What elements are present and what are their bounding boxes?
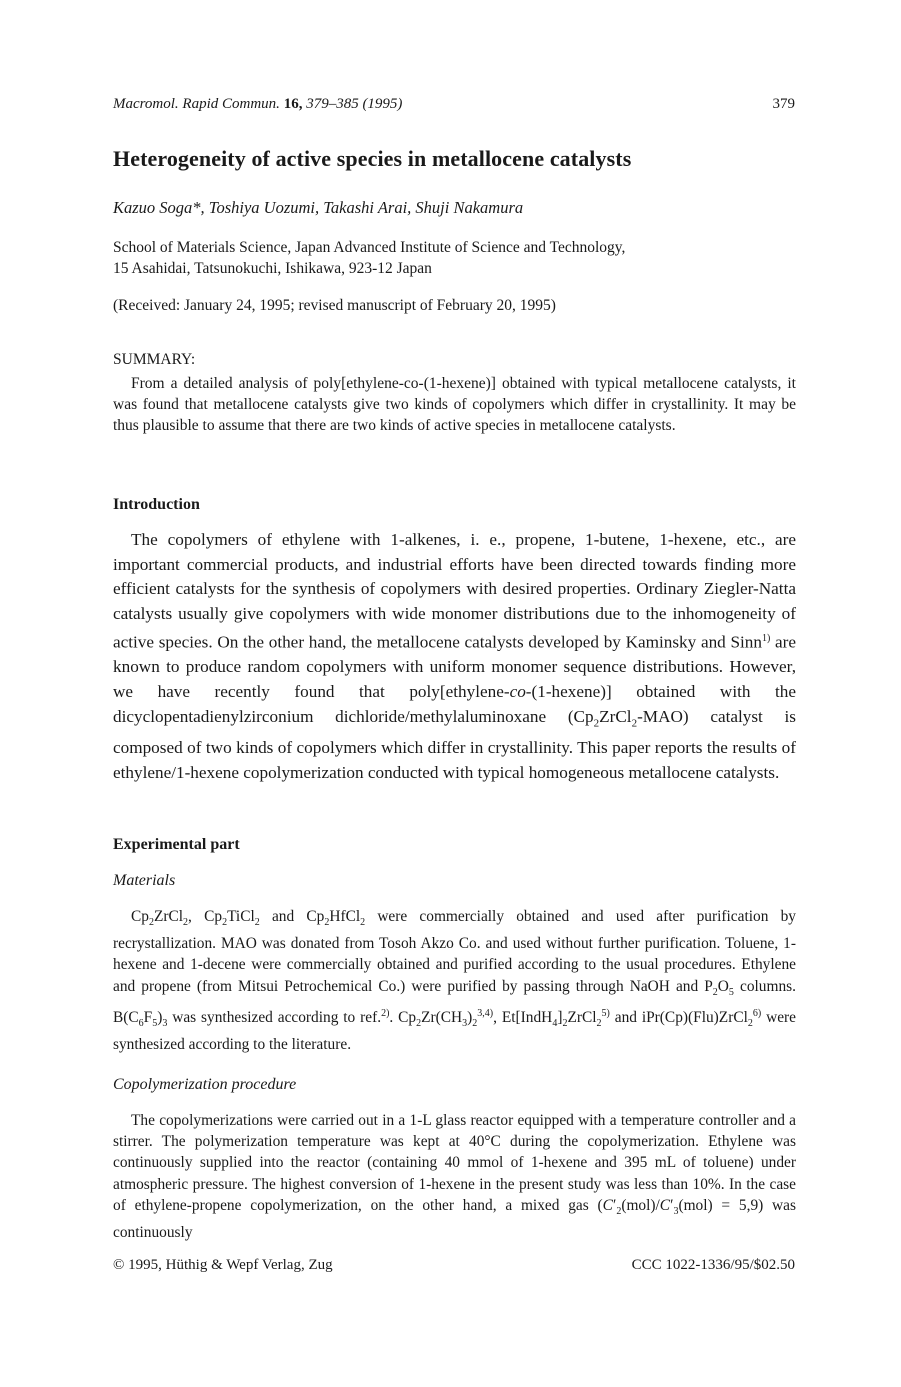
introduction-paragraph — [113, 528, 796, 785]
author-list: Kazuo Soga*, Toshiya Uozumi, Takashi Arai, Shuji Nakamura — [113, 198, 524, 217]
materials-body — [113, 906, 796, 1056]
journal-name: Macromol. Rapid Commun. — [113, 96, 280, 112]
summary-heading: SUMMARY: — [113, 351, 196, 368]
intro-text-1: The copolymers of ethylene with 1-alkenes, i. e., propene, 1-butene, 1-hexene, etc., are important commercial products, and industrial efforts have been directed towards finding more efficient catalysts for the synthesis of copolymers with desired properties. Ordinary Ziegler-Natta catalysts usually give copolymers with wide monomer distributions due to the inhomogeneity of active species. On the other hand, the metallocene catalysts developed by Kaminsky and Sinn — [113, 530, 796, 652]
ccc-code: CCC 1022-1336/95/$02.50 — [631, 1257, 795, 1273]
affiliation-line-2: 15 Asahidai, Tatsunokuchi, Ishikawa, 923-12 Japan — [113, 260, 432, 277]
materials-paragraph: $Cp_2ZrCl_2$, $Cp_2TiCl_2$ and $Cp_2HfCl_2$ were commercially obtained and used after purification by recrystallization. MAO was donated from Tosoh Akzo Co. and used without further purification. Toluene, 1-hexene and 1-decene were commercially obtained and purified according to the usual procedures. Ethylene and propene (from Mitsui Petrochemical Co.) were purified by passing through NaOH and $P_2O_5$ columns. $B(C_6F_5)_3$ was synthesized according to ref.$^{2)}$. $Cp_2Zr(CH_3)_2^{3,4)}$, $Et[IndH_4]_2ZrCl_2^{5)}$ and iPr(Cp)(Flu)ZrCl$_2^{6)}$ were synthesized according to the literature. — [113, 908, 796, 1054]
summary-text: From a detailed analysis of poly[ethylene-co-(1-hexene)] obtained with typical metallocene catalysts, it was found that metallocene catalysts give two kinds of copolymers which differ in crystallinity. It may be thus plausible to assume that there are two kinds of active species in metallocene catalysts. — [113, 375, 796, 434]
page-number: 379 — [772, 96, 795, 112]
received-dates: (Received: January 24, 1995; revised manuscript of February 20, 1995) — [113, 297, 556, 314]
intro-sub-1: 2 — [593, 717, 600, 730]
experimental-heading: Experimental part — [113, 836, 240, 853]
intro-ref-1: 1) — [761, 632, 771, 644]
copolymerization-heading: Copolymerization procedure — [113, 1076, 297, 1093]
summary-block — [113, 373, 796, 436]
introduction-body — [113, 528, 796, 785]
intro-text-4: ZrCl — [599, 706, 632, 726]
intro-co-italic: co — [509, 681, 526, 701]
introduction-heading: Introduction — [113, 496, 200, 513]
running-head — [113, 96, 795, 113]
copolymerization-body — [113, 1110, 796, 1243]
affiliation-line-1: School of Materials Science, Japan Advanced Institute of Science and Technology, — [113, 239, 626, 256]
page-footer — [113, 1257, 795, 1274]
copolymerization-paragraph: The copolymerizations were carried out in a 1-L glass reactor equipped with a temperature controller and a stirrer. The polymerization temperature was kept at 40°C during the copolymerization. Ethylene was continuously supplied into the reactor (containing 40 mmol of 1-hexene and 395 mL of toluene) under atmospheric pressure. The highest conversion of 1-hexene in the present study was less than 10%. In the case of ethylene-propene copolymerization, on the other hand, a mixed gas $(C'_2(mol)/C'_3(mol) = 5,9)$ was continuously — [113, 1112, 796, 1242]
intro-sub-2: 2 — [631, 717, 638, 730]
affiliation — [113, 237, 625, 279]
copyright-notice: © 1995, Hüthig & Wepf Verlag, Zug — [113, 1257, 333, 1273]
intro-text-2: are known to produce random copolymers with uniform monomer sequence distributions. However, we have recently found that poly[ethylene- — [113, 632, 796, 701]
materials-heading: Materials — [113, 872, 176, 889]
intro-text-3: -(1-hexene)] obtained with the dicyclopentadienylzirconium dichloride/methylaluminoxane (Cp — [113, 681, 796, 726]
intro-text-5: -MAO) catalyst is composed of two kinds of copolymers which differ in crystallinity. This paper reports the results of ethylene/1-hexene copolymerization conducted with typical homogeneous metallocene catalysts. — [113, 706, 796, 782]
journal-volume: 16, — [283, 96, 303, 112]
article-title: Heterogeneity of active species in metallocene catalysts — [113, 146, 632, 171]
journal-pages-year: 379–385 (1995) — [306, 96, 403, 112]
